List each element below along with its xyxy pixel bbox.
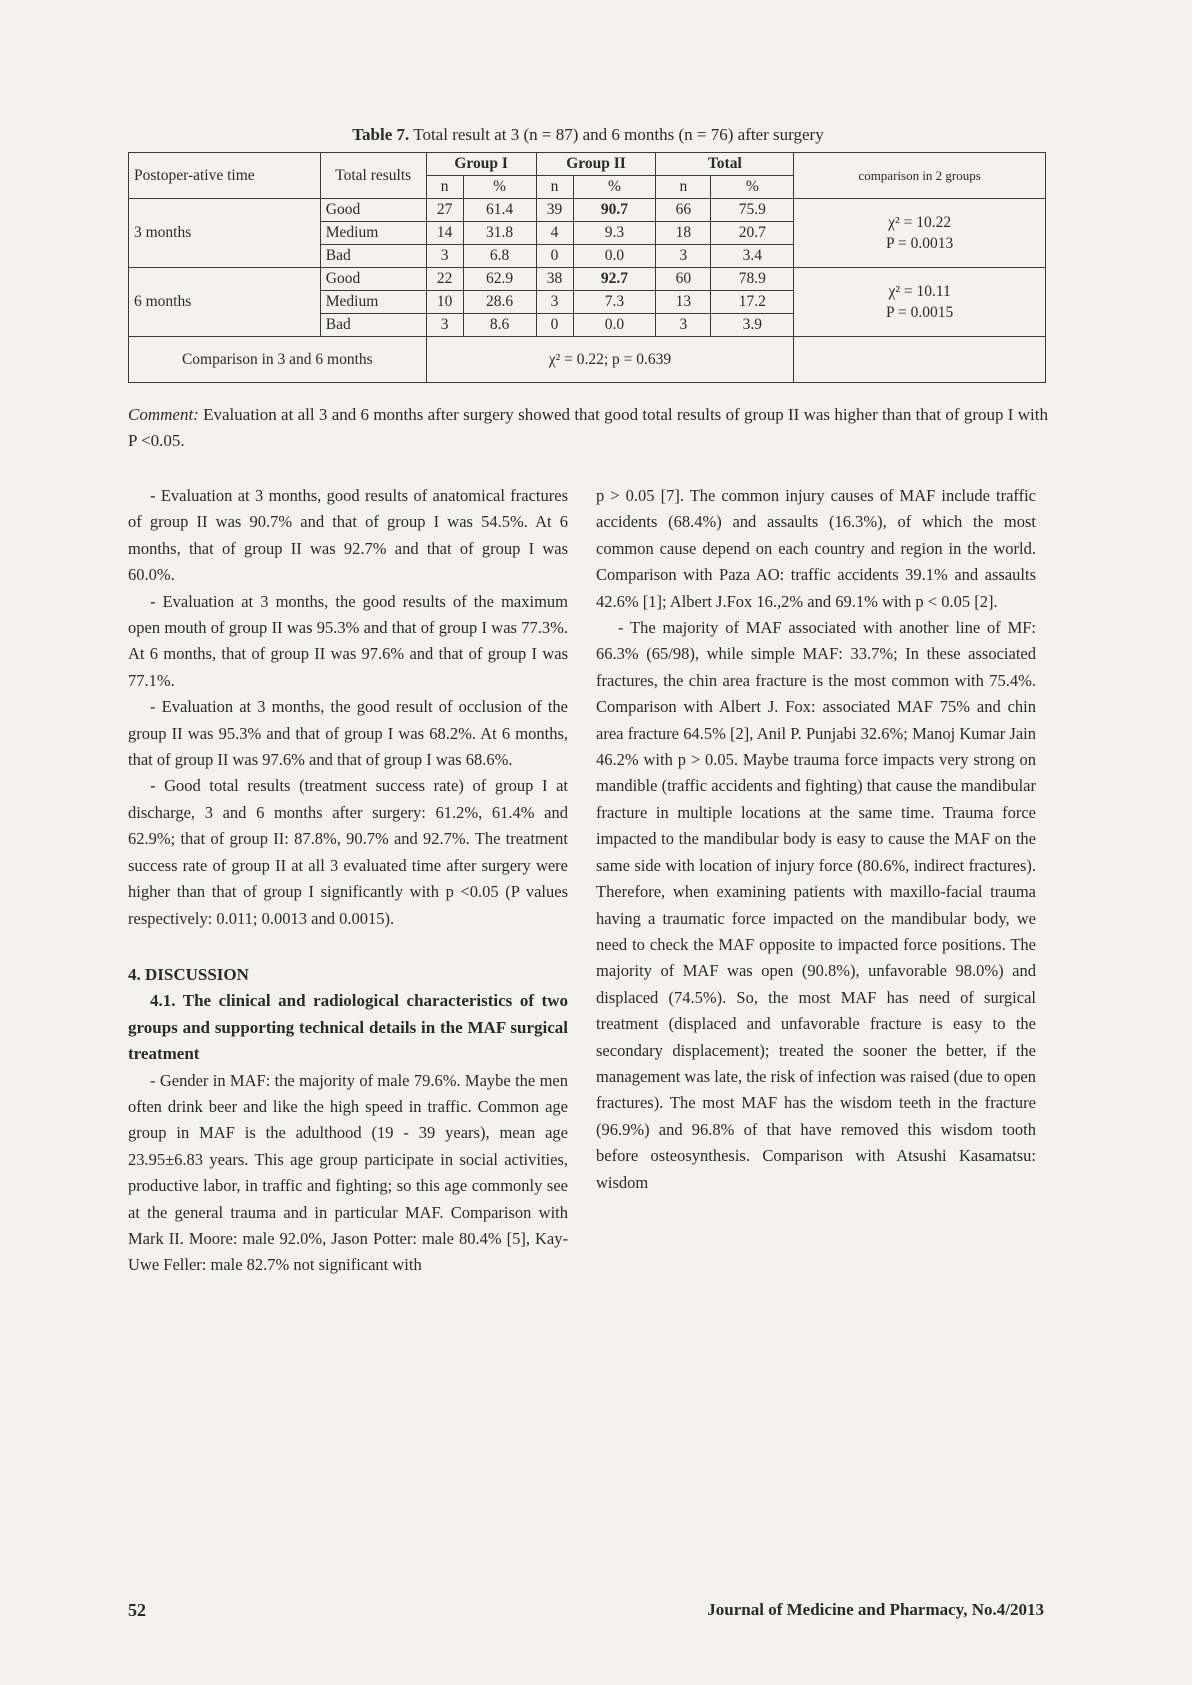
table-cell: 60 [656, 268, 711, 291]
table-cell: 22 [426, 268, 463, 291]
table-cell: 14 [426, 222, 463, 245]
table-cell: Good [320, 268, 426, 291]
table-cell: 20.7 [711, 222, 794, 245]
table-caption-label: Table 7. [352, 125, 410, 144]
table-cell: 4 [536, 222, 573, 245]
table-cell: 3 [656, 314, 711, 337]
table-cell: 0.0 [573, 245, 656, 268]
paragraph: - Gender in MAF: the majority of male 79.6%. Maybe the men often drink beer and like the high speed in traffic. Common age group in MAF is the adulthood (19 - 39 years), mean age 23.95±6.83 years. This age group participate in social activities, productive labor, in traffic and fighting; so this age commonly see at the general trauma and in particular MAF. Comparison with Mark II. Moore: male 92.0%, Jason Potter: male 80.4% [5], Kay-Uwe Feller: male 82.7% not significant with [128, 1070, 568, 1275]
comparison-row [129, 337, 1046, 383]
table-cell: 0.0 [573, 314, 656, 337]
period-label: 3 months [129, 199, 321, 268]
header-group1: Group I [426, 153, 536, 176]
table-cell: 78.9 [711, 268, 794, 291]
paragraph: - Evaluation at 3 months, the good result of occlusion of the group II was 95.3% and that of group I was 68.2%. At 6 months, that of group II was 97.6% and that of group I was 68.6%. [128, 697, 568, 770]
table-cell: 3 [426, 245, 463, 268]
table-cell: Medium [320, 291, 426, 314]
table-cell: 6.8 [463, 245, 536, 268]
comment-text: Evaluation at all 3 and 6 months after surgery showed that good total results of group II was higher than that of group I with P <0.05. [128, 405, 1048, 450]
table-cell: 10 [426, 291, 463, 314]
table-cell: 61.4 [463, 199, 536, 222]
table-cell: 92.7 [573, 268, 656, 291]
table-cell: Medium [320, 222, 426, 245]
table-cell: 38 [536, 268, 573, 291]
comparison-label: Comparison in 3 and 6 months [129, 337, 427, 383]
table-row [129, 199, 1046, 222]
chi-square-value: χ² = 10.22 [888, 214, 952, 231]
page-number: 52 [128, 1600, 146, 1620]
chi-square-value: χ² = 10.11 [888, 283, 951, 300]
table-cell: 3 [426, 314, 463, 337]
header-pct: % [463, 176, 536, 199]
header-comparison: comparison in 2 groups [794, 153, 1046, 199]
table-cell: 27 [426, 199, 463, 222]
table-cell: 7.3 [573, 291, 656, 314]
header-pct: % [711, 176, 794, 199]
p-value: P = 0.0015 [886, 304, 954, 321]
table-cell: 3 [536, 291, 573, 314]
table-cell: 3 [656, 245, 711, 268]
table-row [129, 268, 1046, 291]
table-cell: 17.2 [711, 291, 794, 314]
table-cell: 8.6 [463, 314, 536, 337]
header-total-results: Total results [320, 153, 426, 199]
header-n: n [656, 176, 711, 199]
table-cell: 18 [656, 222, 711, 245]
table-caption-text: Total result at 3 (n = 87) and 6 months (n = 76) after surgery [413, 125, 824, 144]
comment-label: Comment: [128, 405, 199, 424]
table-cell: 0 [536, 245, 573, 268]
table-cell: Bad [320, 314, 426, 337]
table-cell: 62.9 [463, 268, 536, 291]
table-cell: 90.7 [573, 199, 656, 222]
table-cell: 3.4 [711, 245, 794, 268]
paragraph: - Evaluation at 3 months, the good results of the maximum open mouth of group II was 95.3% and that of group I was 77.3%. At 6 months, that of group II was 97.6% and that of group I was 77.1%. [128, 591, 568, 690]
subsection-heading: 4.1. The clinical and radiological characteristics of two groups and supporting technical details in the MAF surgical treatment [128, 991, 568, 1064]
p-value: P = 0.0013 [886, 235, 954, 252]
right-column [596, 483, 1036, 1196]
header-postop-time: Postoper-ative time [129, 153, 321, 199]
left-column [128, 483, 568, 1279]
table-caption [128, 125, 1048, 145]
journal-name: Journal of Medicine and Pharmacy, No.4/2013 [707, 1600, 1044, 1619]
paragraph: p > 0.05 [7]. The common injury causes of MAF include traffic accidents (68.4%) and assaults (16.3%), of which the most common cause depend on each country and region in the world. Comparison with Paza AO: traffic accidents 39.1% and assaults 42.6% [1]; Albert J.Fox 16.,2% and 69.1% with p < 0.05 [2]. [596, 486, 1036, 611]
paragraph: - The majority of MAF associated with another line of MF: 66.3% (65/98), while simple MAF: 33.7%; In these associated fractures, the chin area fracture is the most common with 75.4%. Comparison with Albert J. Fox: associated MAF 75% and chin area fracture 64.5% [2], Anil P. Punjabi 32.6%; Manoj Kumar Jain 46.2% with p > 0.05. Maybe trauma force impacts very strong on mandible (traffic accidents and fighting) that cause the mandibular fracture in multiple locations at the same time. Trauma force impacted to the mandibular body is easy to cause the MAF on the same side with location of injury force (80.6%, indirect fractures). Therefore, when examining patients with maxillo-facial trauma having a traumatic force impacted on the mandibular body, we need to check the MAF opposite to impacted force positions. The majority of MAF was open (90.8%), unfavorable 98.0%) and displaced (74.5%). So, the most MAF has need of surgical treatment (displaced and unfavorable fracture is easy to the secondary displacement); treated the sooner the better, if the management was late, the risk of infection was raised (due to open fractures). The most MAF has the wisdom teeth in the fracture (96.9%) and 96.8% of that have removed this wisdom tooth before osteosynthesis. Comparison with Atsushi Kasamatsu: wisdom [596, 618, 1036, 1192]
header-n: n [426, 176, 463, 199]
paragraph: - Evaluation at 3 months, good results of anatomical fractures of group II was 90.7% and that of group I was 54.5%. At 6 months, that of group II was 92.7% and that of group I was 60.0%. [128, 486, 568, 585]
table-cell: Bad [320, 245, 426, 268]
stat-cell [794, 199, 1046, 268]
table-cell: 31.8 [463, 222, 536, 245]
results-table [128, 152, 1046, 383]
table-cell: 66 [656, 199, 711, 222]
table-cell: Good [320, 199, 426, 222]
table-cell: 28.6 [463, 291, 536, 314]
header-n: n [536, 176, 573, 199]
empty-cell [794, 337, 1046, 383]
period-label: 6 months [129, 268, 321, 337]
header-row-1 [129, 153, 1046, 176]
section-heading: 4. DISCUSSION [128, 964, 249, 984]
table-cell: 3.9 [711, 314, 794, 337]
table-comment [128, 402, 1048, 454]
header-group2: Group II [536, 153, 656, 176]
table-cell: 0 [536, 314, 573, 337]
header-pct: % [573, 176, 656, 199]
table-cell: 39 [536, 199, 573, 222]
table-cell: 13 [656, 291, 711, 314]
paragraph: - Good total results (treatment success rate) of group I at discharge, 3 and 6 months after surgery: 61.2%, 61.4% and 62.9%; that of group II: 87.8%, 90.7% and 92.7%. The treatment success rate of group II at all 3 evaluated time after surgery were higher than that of group I significantly with p <0.05 (P values respectively: 0.011; 0.0013 and 0.0015). [128, 776, 568, 928]
comparison-value: χ² = 0.22; p = 0.639 [426, 337, 794, 383]
header-total: Total [656, 153, 794, 176]
table-cell: 75.9 [711, 199, 794, 222]
stat-cell [794, 268, 1046, 337]
table-cell: 9.3 [573, 222, 656, 245]
